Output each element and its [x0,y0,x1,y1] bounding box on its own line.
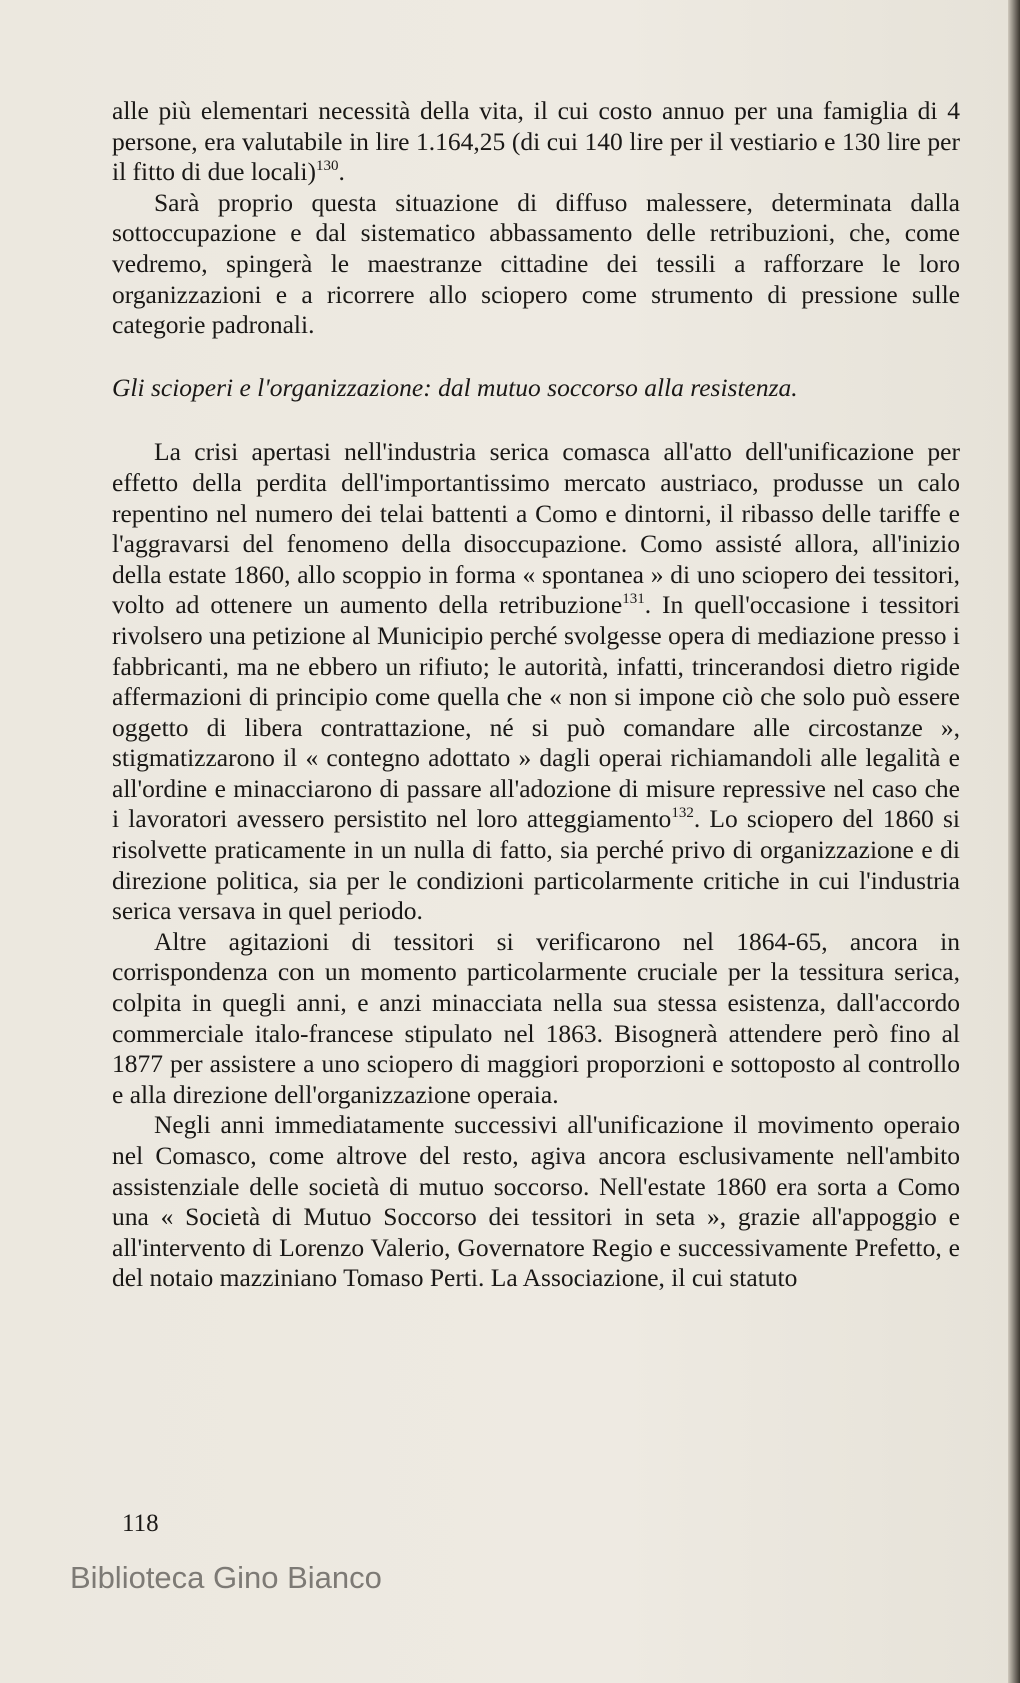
paragraph-text: La crisi apertasi nell'industria serica comasca all'atto dell'unificazione per effetto della perdita dell'importantissimo mercato austriaco, produsse un calo repentino nel numero dei telai battenti a Como e dintorni, il ribasso delle tariffe e l'aggravarsi del fenomeno della disoccupazione. Como assisté allora, all'inizio della estate 1860, allo scoppio in forma « spontanea » di uno sciopero dei tessitori, volto ad ottenere un aumento della retribuzione [112,437,960,620]
paragraph-text: alle più elementari necessità della vita, il cui costo annuo per una famiglia di 4 persone, era valutabile in lire 1.164,25 (di cui 140 lire per il vestiario e 130 lire per il fitto di due locali) [112,96,960,187]
footnote-ref: 131 [622,591,645,608]
paragraph: Negli anni immediatamente successivi all'unificazione il movimento operaio nel Comasco, come altrove del resto, agiva ancora esclusivamente nell'ambito assistenziale delle società di mutuo soccorso. Nell'estate 1860 era sorta a Como una « Società di Mutuo Soccorso dei tessitori in seta », grazie all'appoggio e all'intervento di Lorenzo Valerio, Governatore Regio e successivamente Prefetto, e del notaio mazziniano Tomaso Perti. La Associazione, il cui statuto [112,1110,960,1293]
paragraph-text: . [338,157,345,187]
paragraph: Altre agitazioni di tessitori si verificarono nel 1864-65, ancora in corrispondenza con un momento particolarmente cruciale per la tessitura serica, colpita in quegli anni, e anzi minacciata nella sua stessa esistenza, dall'accordo commerciale italo-francese stipulato nel 1863. Bisognerà attendere però fino al 1877 per assistere a uno sciopero di maggiori proporzioni e sottoposto al controllo e alla direzione dell'organizzazione operaia. [112,926,960,1109]
library-watermark: Biblioteca Gino Bianco [70,1560,382,1595]
footnote-ref: 130 [315,158,339,175]
footnote-ref: 132 [671,805,694,822]
paragraph-text: . In quell'occasione i tessitori rivolsero una petizione al Municipio perché svolgesse opera di mediazione presso i fabbricanti, ma ne ebbero un rifiuto; le autorità, infatti, trincerandosi dietro rigide affermazioni di principio come quella che « non si impone ciò che solo può essere oggetto di libera contrattazione, né si può comandare alle circostanze », stigmatizzarono il « contegno adottato » dagli operai richiamandoli alle legalità e all'ordine e minacciarono di passare all'adozione di misure repressive nel caso che i lavoratori avessero persistito nel loro atteggiamento [112,590,961,834]
paragraph: Sarà proprio questa situazione di diffuso malessere, determinata dalla sottoccupazione e dal sistematico abbassamento delle retribuzioni, che, come vedremo, spingerà le maestranze cittadine dei tessili a rafforzare le loro organizzazioni e a ricorrere allo sciopero come strumento di pressione sulle categorie padronali. [112,187,960,340]
section-heading: Gli scioperi e l'organizzazione: dal mutuo soccorso alla resistenza. [112,372,798,402]
paragraph [112,96,960,188]
paragraph-text: . Lo sciopero del 1860 si risolvette praticamente in un nulla di fatto, sia perché privo di organizzazione e di direzione politica, sia per le condizioni particolarmente critiche in cui l'industria serica versava in quel periodo. [112,804,960,926]
page-edge-shadow [1008,0,1020,1683]
body-text [112,96,960,1294]
paragraph [112,437,960,927]
page-number: 118 [122,1510,159,1537]
